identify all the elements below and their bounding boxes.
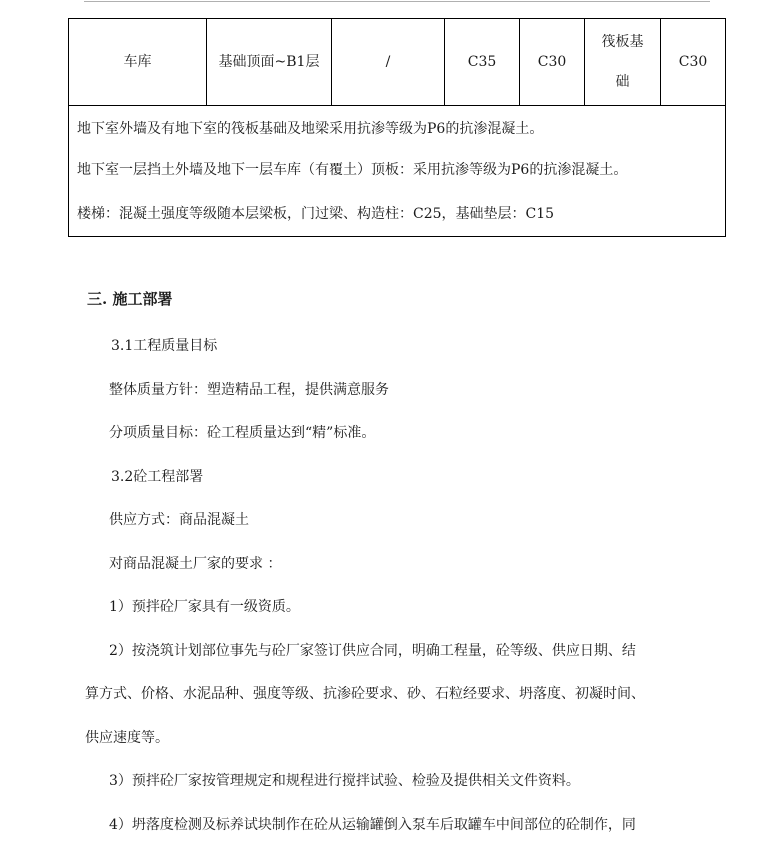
table-cell-grade: C30 [520, 19, 585, 106]
list-item: 2）按浇筑计划部位事先与砼厂家签订供应合同，明确工程量，砼等级、供应日期、结 [109, 643, 636, 659]
table-cell-raft-foundation [585, 19, 661, 106]
paragraph: 分项质量目标：砼工程质量达到“精”标准。 [109, 425, 376, 441]
table-notes-row [69, 106, 726, 237]
list-item: 1）预拌砼厂家具有一级资质。 [109, 599, 300, 615]
list-item-continuation: 供应速度等。 [85, 730, 169, 746]
table-cell-grade: C30 [661, 19, 726, 106]
paragraph: 对商品混凝土厂家的要求 ： [109, 556, 282, 572]
table-cell-range: 基础顶面~B1层 [207, 19, 332, 106]
table-cell-slash: / [332, 19, 445, 106]
note-line: 楼梯：混凝土强度等级随本层梁板，门过梁、构造柱：C25，基础垫层：C15 [77, 206, 555, 222]
note-line: 地下室外墙及有地下室的筏板基础及地梁采用抗渗等级为P6的抗渗混凝土。 [77, 121, 544, 137]
table-cell-location: 车库 [69, 19, 207, 106]
table-notes-cell [69, 106, 726, 237]
raft-line-1: 筏板基 [601, 34, 644, 50]
list-item: 4）坍落度检测及标养试块制作在砼从运输罐倒入泵车后取罐车中间部位的砼制作，同 [109, 817, 636, 833]
subheading-concrete-deployment: 3.2砼工程部署 [111, 469, 204, 485]
subheading-quality-goal: 3.1工程质量目标 [111, 338, 218, 354]
paragraph: 整体质量方针：塑造精品工程，提供满意服务 [109, 382, 389, 398]
concrete-grade-table [68, 18, 726, 237]
note-line: 地下室一层挡土外墙及地下一层车库（有覆土）顶板：采用抗渗等级为P6的抗渗混凝土。 [77, 162, 628, 178]
section-heading: 三. 施工部署 [87, 290, 173, 308]
table-row [69, 19, 726, 106]
list-item-continuation: 算方式、价格、水泥品种、强度等级、抗渗砼要求、砂、石粒经要求、坍落度、初凝时间、 [85, 686, 645, 702]
top-divider [84, 1, 710, 2]
list-item: 3）预拌砼厂家按管理规定和规程进行搅拌试验、检验及提供相关文件资料。 [109, 773, 580, 789]
paragraph: 供应方式：商品混凝土 [109, 512, 249, 528]
raft-line-2: 础 [615, 74, 630, 90]
table-cell-grade: C35 [445, 19, 520, 106]
